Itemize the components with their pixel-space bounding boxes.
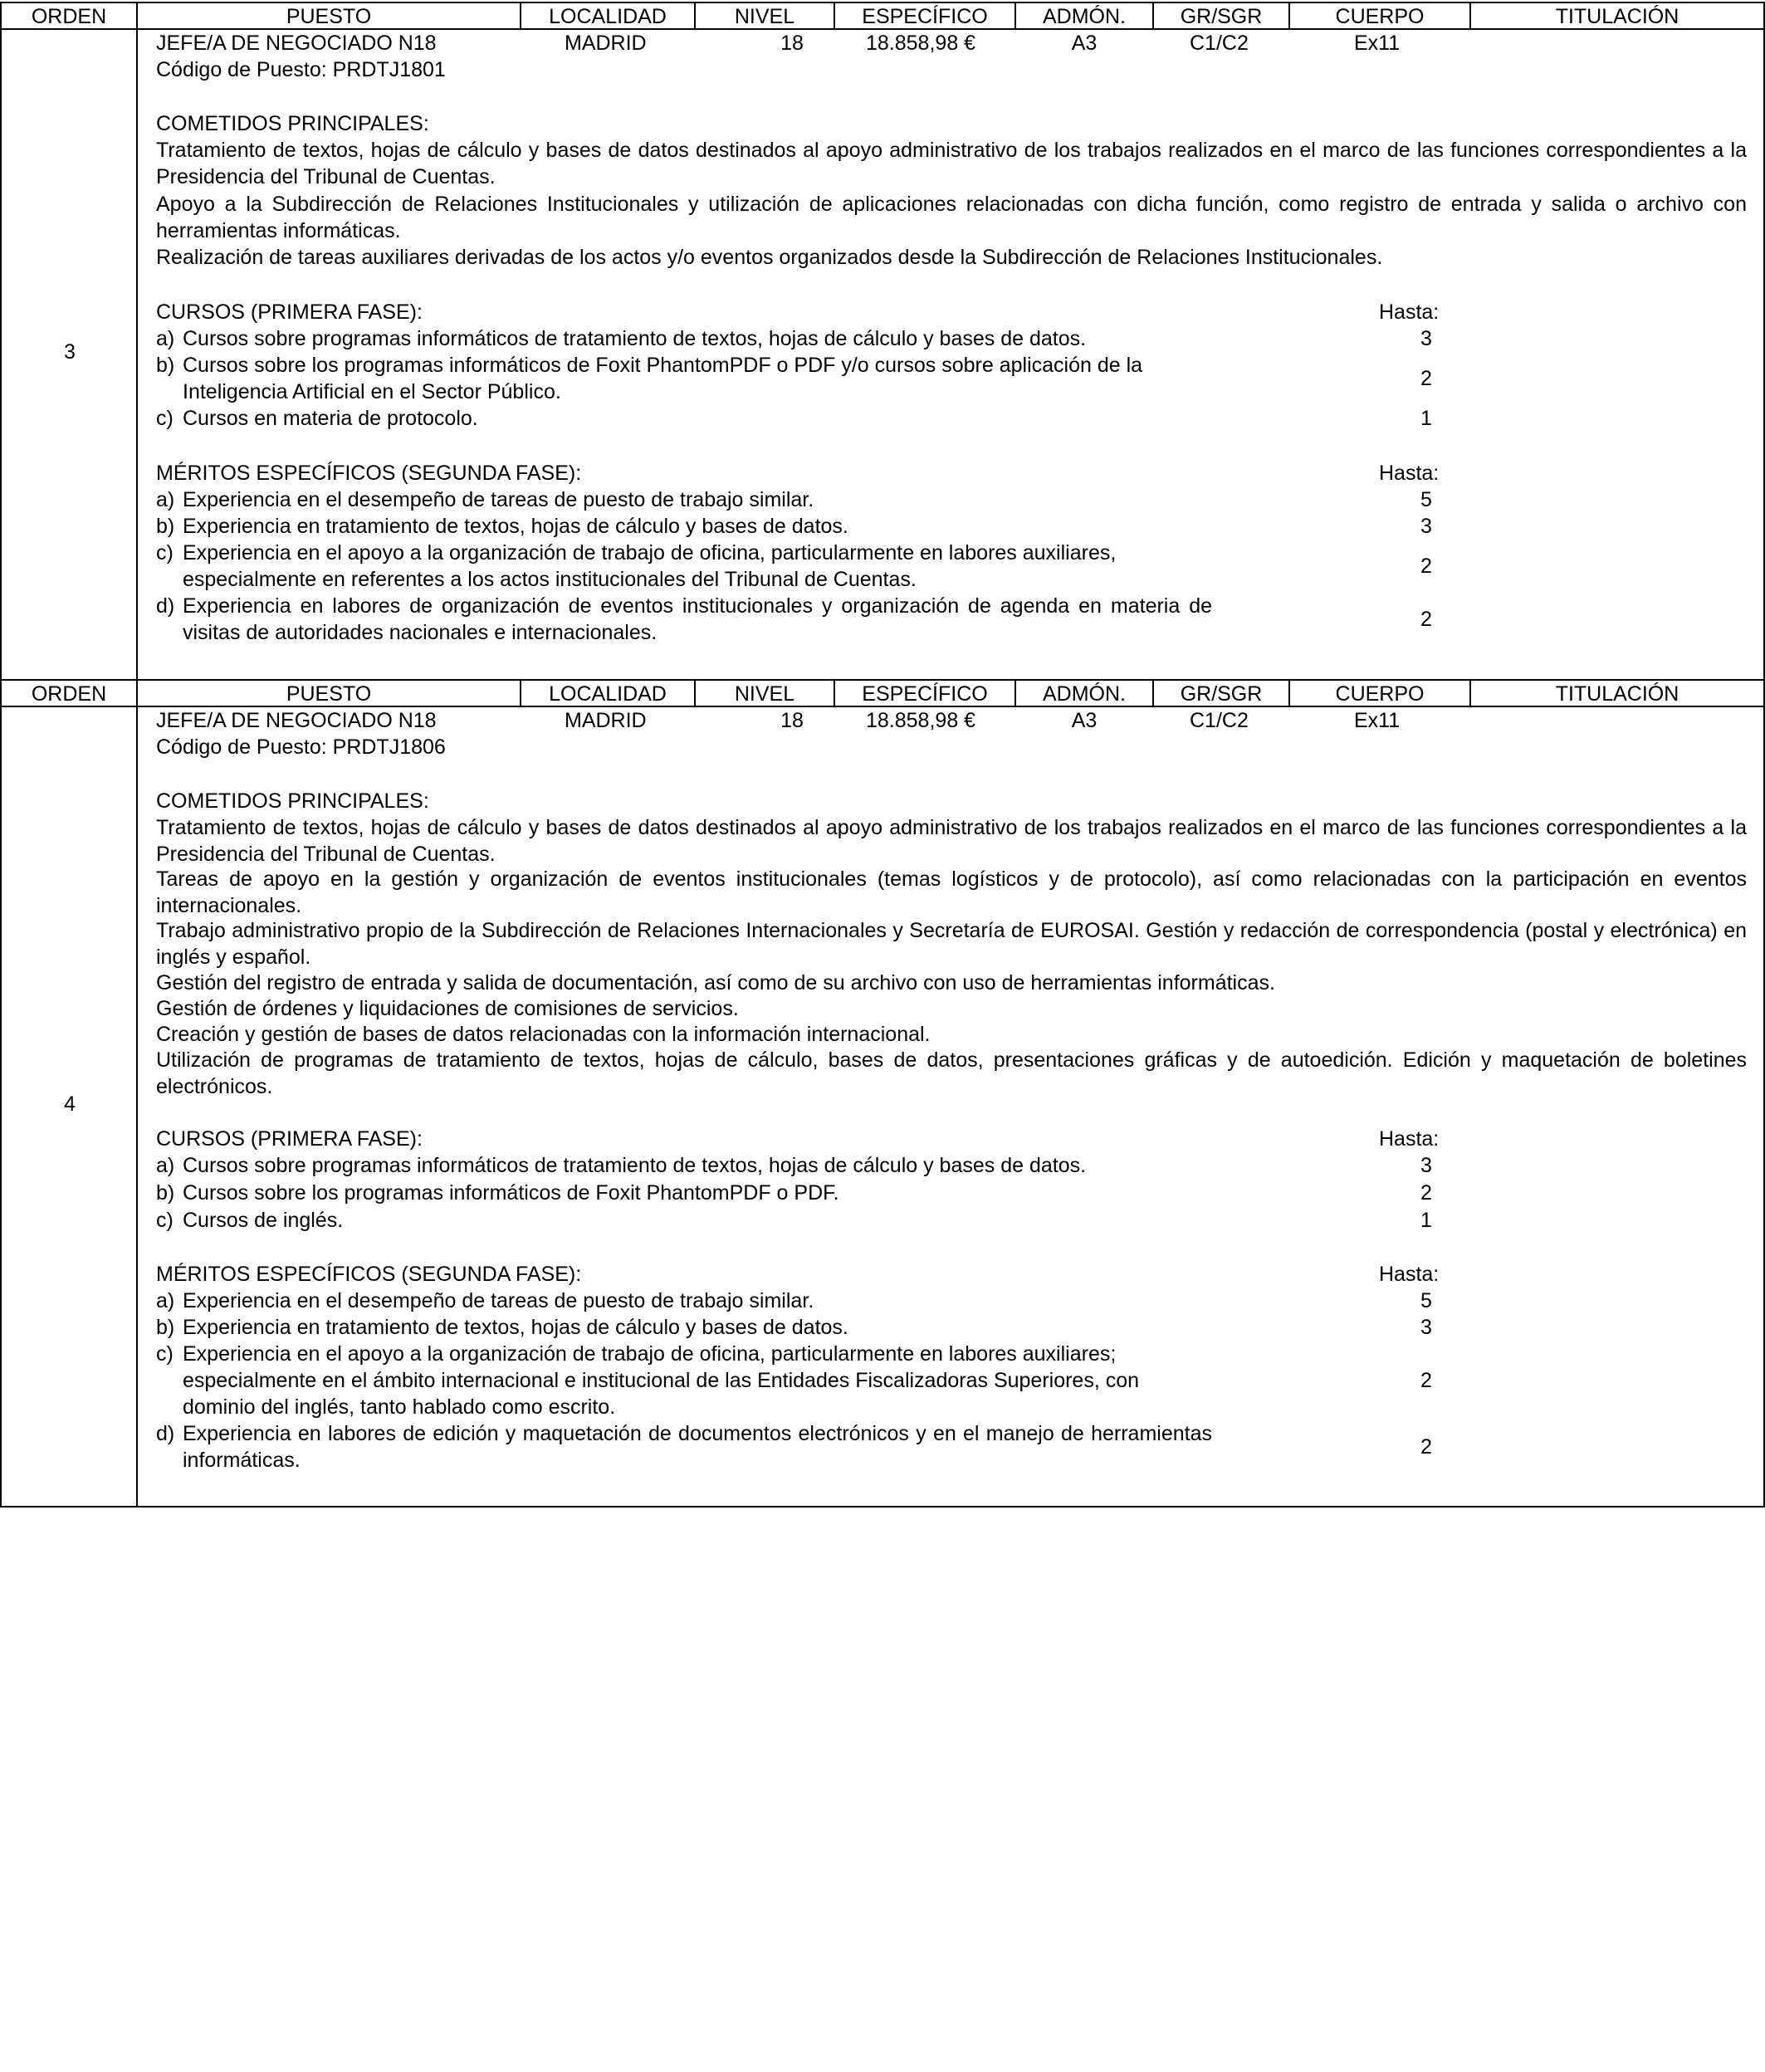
header-nivel: NIVEL [696, 681, 835, 706]
merito-text: Experiencia en el apoyo a la organización de trabajo de oficina, particularmente en labores auxiliares, especialmente en referentes a los actos institucionales del Tribunal de Cuentas. [183, 541, 1117, 591]
merito-points: 3 [1420, 515, 1432, 538]
header-cuerpo: CUERPO [1290, 681, 1471, 706]
merito-points: 5 [1420, 488, 1432, 511]
header-localidad: LOCALIDAD [521, 681, 696, 706]
merito-text: Experiencia en labores de edición y maquetación de documentos electrónicos y en el manejo de herramientas informáticas. [183, 1422, 1212, 1472]
localidad-value: MADRID [565, 709, 647, 732]
especifico-value: 18.858,98 € [866, 709, 976, 732]
header-especifico: ESPECÍFICO [835, 681, 1016, 706]
curso-text: Cursos sobre programas informáticos de tratamiento de textos, hojas de cálculo y bases de datos. [183, 1154, 1087, 1177]
cometido-item: Gestión de órdenes y liquidaciones de comisiones de servicios. [156, 997, 739, 1020]
orden-number: 4 [64, 1092, 76, 1116]
orden-number: 3 [64, 340, 76, 364]
merito-text: Experiencia en el desempeño de tareas de puesto de trabajo similar. [183, 488, 814, 511]
meritos-title: MÉRITOS ESPECÍFICOS (SEGUNDA FASE): [156, 462, 582, 485]
grupo-value: C1/C2 [1190, 709, 1249, 732]
curso-text: Cursos sobre los programas informáticos de Foxit PhantomPDF o PDF. [183, 1181, 839, 1205]
meritos-hasta: Hasta: [1379, 1263, 1440, 1286]
curso-points: 1 [1420, 407, 1432, 430]
admon-value: A3 [1071, 709, 1098, 732]
cuerpo-value: Ex11 [1354, 32, 1401, 55]
merito-points: 3 [1420, 1316, 1432, 1339]
cometido-item: Gestión del registro de entrada y salida de documentación, así como de su archivo con uso de herramientas informáticas. [156, 971, 1275, 994]
header-titulacion: TITULACIÓN [1555, 682, 1679, 706]
curso-points: 1 [1420, 1209, 1432, 1232]
header-especifico: ESPECÍFICO [835, 3, 1016, 28]
merito-text: Experiencia en tratamiento de textos, hojas de cálculo y bases de datos. [183, 1316, 848, 1339]
curso-points: 3 [1420, 1154, 1432, 1177]
curso-text: Cursos en materia de protocolo. [183, 407, 478, 430]
curso-label: a) [156, 1154, 175, 1177]
header-orden: ORDEN [2, 3, 138, 28]
position-row [0, 707, 1765, 1508]
table-header-row [0, 679, 1765, 707]
meritos-title: MÉRITOS ESPECÍFICOS (SEGUNDA FASE): [156, 1263, 582, 1286]
cometido-item: Tratamiento de textos, hojas de cálculo y bases de datos destinados al apoyo administrativo de los trabajos realizados en el marco de las funciones correspondientes a la Presidencia del Tribunal de Cuentas. [156, 816, 1747, 866]
curso-text: Cursos de inglés. [183, 1209, 344, 1232]
cursos-hasta: Hasta: [1379, 1127, 1440, 1151]
merito-label: b) [156, 1316, 175, 1339]
header-admon: ADMÓN. [1016, 681, 1154, 706]
merito-label: c) [156, 541, 174, 564]
position-block-3 [0, 2, 1765, 681]
header-admon: ADMÓN. [1016, 3, 1154, 28]
puesto-title: JEFE/A DE NEGOCIADO N18 [156, 32, 437, 55]
orden-cell [2, 30, 138, 679]
orden-cell [2, 707, 138, 1506]
curso-label: b) [156, 354, 175, 377]
nivel-value: 18 [780, 32, 804, 55]
header-cuerpo: CUERPO [1290, 3, 1471, 28]
especifico-value: 18.858,98 € [866, 32, 976, 55]
merito-label: a) [156, 488, 175, 511]
header-puesto: PUESTO [138, 3, 521, 28]
merito-label: c) [156, 1342, 174, 1366]
curso-label: c) [156, 1209, 174, 1232]
merito-text: Experiencia en tratamiento de textos, hojas de cálculo y bases de datos. [183, 515, 848, 538]
header-orden: ORDEN [2, 681, 138, 706]
merito-label: d) [156, 1422, 175, 1445]
curso-label: a) [156, 327, 175, 350]
cursos-title: CURSOS (PRIMERA FASE): [156, 1127, 423, 1151]
nivel-value: 18 [780, 709, 804, 732]
header-localidad: LOCALIDAD [521, 3, 696, 28]
merito-points: 2 [1420, 1369, 1432, 1392]
position-row [0, 30, 1765, 681]
cursos-hasta: Hasta: [1379, 301, 1440, 324]
cometido-item: Realización de tareas auxiliares derivadas de los actos y/o eventos organizados desde la Subdirección de Relaciones Institucionales. [156, 246, 1383, 269]
cometido-item: Creación y gestión de bases de datos relacionadas con la información internacional. [156, 1023, 931, 1046]
curso-points: 2 [1420, 367, 1432, 390]
table-header-row [0, 2, 1765, 30]
localidad-value: MADRID [565, 32, 647, 55]
cometido-item: Trabajo administrativo propio de la Subdirección de Relaciones Internacionales y Secretaría de EUROSAI. Gestión y redacción de correspondencia (postal y electrónica) en inglés y español. [156, 919, 1747, 969]
merito-label: d) [156, 594, 175, 618]
cometidos-title: COMETIDOS PRINCIPALES: [156, 112, 429, 135]
curso-points: 3 [1420, 327, 1432, 350]
grupo-value: C1/C2 [1190, 32, 1249, 55]
header-grupo: GR/SGR [1154, 3, 1290, 28]
position-block-4 [0, 679, 1765, 1508]
cuerpo-value: Ex11 [1354, 709, 1401, 732]
merito-points: 2 [1420, 555, 1432, 578]
cursos-title: CURSOS (PRIMERA FASE): [156, 301, 423, 324]
curso-text: Cursos sobre los programas informáticos de Foxit PhantomPDF o PDF y/o cursos sobre aplicación de la Inteligencia Artificial en el Sector Público. [183, 354, 1143, 403]
header-puesto: PUESTO [138, 681, 521, 706]
cometidos-title: COMETIDOS PRINCIPALES: [156, 789, 429, 813]
curso-label: c) [156, 407, 174, 430]
header-grupo: GR/SGR [1154, 681, 1290, 706]
merito-points: 2 [1420, 1435, 1432, 1459]
cometido-item: Apoyo a la Subdirección de Relaciones Institucionales y utilización de aplicaciones relacionadas con dicha función, como registro de entrada y salida o archivo con herramientas informáticas. [156, 193, 1747, 242]
header-nivel: NIVEL [696, 3, 835, 28]
cometido-item: Tratamiento de textos, hojas de cálculo y bases de datos destinados al apoyo administrativo de los trabajos realizados en el marco de las funciones correspondientes a la Presidencia del Tribunal de Cuentas. [156, 139, 1747, 188]
merito-label: b) [156, 515, 175, 538]
merito-points: 2 [1420, 608, 1432, 631]
curso-label: b) [156, 1181, 175, 1205]
codigo-puesto: Código de Puesto: PRDTJ1806 [156, 735, 446, 759]
cometido-item: Tareas de apoyo en la gestión y organización de eventos institucionales (temas logísticos y de protocolo), así como relacionadas con la participación en eventos internacionales. [156, 867, 1747, 917]
admon-value: A3 [1071, 32, 1098, 55]
merito-points: 5 [1420, 1289, 1432, 1312]
merito-text: Experiencia en labores de organización de eventos institucionales y organización de agenda en materia de visitas de autoridades nacionales e internacionales. [183, 594, 1212, 644]
merito-text: Experiencia en el apoyo a la organización de trabajo de oficina, particularmente en labores auxiliares; especialmente en el ámbito internacional e institucional de las Entidades Fiscalizadoras Superiores, con dominio del inglés, tanto hablado como escrito. [183, 1342, 1140, 1419]
header-titulacion: TITULACIÓN [1555, 5, 1679, 28]
puesto-title: JEFE/A DE NEGOCIADO N18 [156, 709, 437, 732]
curso-points: 2 [1420, 1181, 1432, 1205]
meritos-hasta: Hasta: [1379, 462, 1440, 485]
merito-label: a) [156, 1289, 175, 1312]
cometido-item: Utilización de programas de tratamiento de textos, hojas de cálculo, bases de datos, presentaciones gráficas y de autoedición. Edición y maquetación de boletines electrónicos. [156, 1048, 1747, 1098]
merito-text: Experiencia en el desempeño de tareas de puesto de trabajo similar. [183, 1289, 814, 1312]
curso-text: Cursos sobre programas informáticos de tratamiento de textos, hojas de cálculo y bases de datos. [183, 327, 1087, 350]
codigo-puesto: Código de Puesto: PRDTJ1801 [156, 58, 446, 81]
